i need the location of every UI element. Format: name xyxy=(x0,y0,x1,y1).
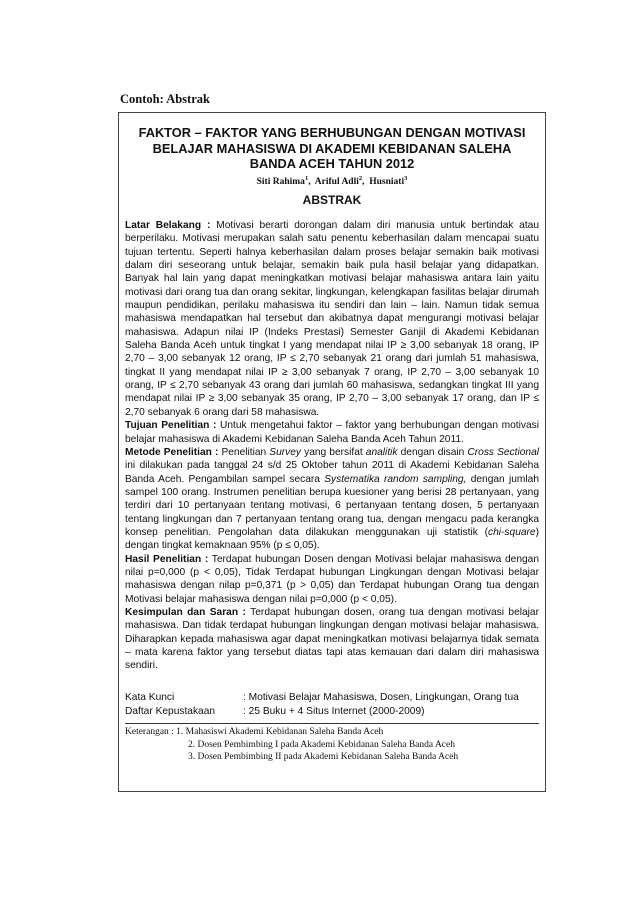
italic-term: Systematika random sampling, xyxy=(324,473,467,485)
italic-term: analitik xyxy=(365,446,398,458)
footnote-item: 3. Dosen Pembimbing II pada Akademi Kebidanan Saleha Banda Aceh xyxy=(188,752,459,762)
background-section xyxy=(125,219,539,419)
author-index: 1 xyxy=(304,175,309,182)
footnote-item: 1. Mahasiswi Akademi Kebidanan Saleha Banda Aceh xyxy=(176,727,384,737)
title-line: FAKTOR – FAKTOR YANG BERHUBUNGAN DENGAN MOTIVASI xyxy=(138,125,526,140)
divider xyxy=(125,723,539,724)
footnotes xyxy=(125,726,458,764)
section-text: Terdapat hubungan Dosen dengan Motivasi belajar mahasiswa dengan nilai p=0,000 (p < 0,05), Tidak Terdapat hubungan Lingkungan dengan Motivasi belajar mahasiswa dengan nilap p=0,371 (p > 0,05) dan Terdapat hubungan Orang tua dengan Motivasi belajar mahasiswa dengan nilai p=0,000 (p < 0,05). xyxy=(125,553,539,605)
section-label: Tujuan Penelitian : xyxy=(125,420,217,432)
author-name: Siti Rahima xyxy=(256,177,305,188)
author-name: Husniati xyxy=(369,177,405,188)
page-heading: Contoh: Abstrak xyxy=(120,92,210,106)
section-text: Terdapat hubungan dosen, orang tua dengan motivasi belajar mahasiswa. Dan tidak terdapat hubungan lingkungan dengan motivasi belajar mahasiswa. Diharapkan kepada mahasiswa agar dapat meningkatkan motivasi belajarnya tidak semata – mata karena faktor yang tersebut diatas tapi atas kemauan dari dalam diri mahasiswa sendiri. xyxy=(125,606,539,672)
italic-term: Cross Sectional xyxy=(467,446,540,458)
section-text: ) dengan tingkat kemaknaan 95% (p ≤ 0,05). xyxy=(125,526,539,552)
abstract-title: ABSTRAK xyxy=(302,193,362,207)
section-text: Penelitian xyxy=(218,446,270,458)
method-section xyxy=(125,446,539,553)
keywords-label: Kata Kunci xyxy=(125,692,175,703)
section-text: yang bersifat xyxy=(301,446,366,458)
title-line: BANDA ACEH TAHUN 2012 xyxy=(249,156,415,171)
author-name: Ariful Adli xyxy=(314,177,359,188)
footnote-row xyxy=(125,726,458,739)
references-label: Daftar Kepustakaan xyxy=(125,706,216,717)
footnote-label: Keterangan : xyxy=(125,727,177,737)
abstract-box xyxy=(118,112,546,792)
section-label: Kesimpulan dan Saran : xyxy=(125,606,246,618)
conclusion-section xyxy=(125,606,539,673)
section-label: Metode Penelitian : xyxy=(125,446,219,458)
section-label: Latar Belakang : xyxy=(125,220,211,231)
author-separator: , xyxy=(308,177,315,188)
italic-term: Survey xyxy=(269,446,302,458)
section-text: dengan jumlah sampel 100 orang. Instrumen penelitian berupa kuesioner yang berisi 28 pertanyaan, yang terdiri dari 10 pertanyaan tentang motivasi, 6 pertanyaan tentang dosen, 5 pertanyaan tentang lingkungan dan 7 pertanyaan tentang orang tua, dengan mengacu pada kerangka konsep penelitian. Pengolahan data dilakukan menggunakan uji statistik ( xyxy=(125,473,539,538)
author-list xyxy=(119,175,545,187)
references-row xyxy=(125,705,519,719)
references-value: : 25 Buku + 4 Situs Internet (2000-2009) xyxy=(243,706,425,717)
keywords-row xyxy=(125,691,519,705)
italic-term: chi-square xyxy=(488,526,536,538)
keywords-value: : Motivasi Belajar Mahasiswa, Dosen, Lingkungan, Orang tua xyxy=(243,692,519,703)
section-text: dengan disain xyxy=(397,446,468,458)
keywords-block xyxy=(125,691,519,719)
footnote-item: 2. Dosen Pembimbing I pada Akademi Kebidanan Saleha Banda Aceh xyxy=(188,739,455,750)
author-separator: , xyxy=(362,177,370,188)
results-section xyxy=(125,553,539,606)
section-label: Hasil Penelitian : xyxy=(125,553,209,565)
paper-title xyxy=(119,125,545,172)
title-line: BELAJAR MAHASISWA DI AKADEMI KEBIDANAN SALEHA xyxy=(152,140,512,156)
section-text: Motivasi berarti dorongan dalam diri manusia untuk bertindak atau berperilaku. Motivasi merupakan salah satu penentu keberhasilan dalam mencapai suatu tujuan tertentu. Seperti halnya keberhasilan dalam proses belajar semakin baik motivasi dalam diri seseorang untuk belajar, semakin baik pula hasil belajar yang didapatkan. Banyak hal lain yang dapat meningkatkan motivasi belajar mahasiswa antara lain yaitu motivasi dari orang tua dan orang sekitar, lingkungan, kelengkapan fasilitas belajar dirumah maupun pendidikan, perilaku mahasiswa itu sendiri dan lain – lain. Namun tidak semua mahasiswa mendapatkan hal tersebut dan akibatnya dapat mengurangi motivasi belajar mahasiswa. Adapun nilai IP (Indeks Prestasi) Semester Ganjil di Akademi Kebidanan Saleha Banda Aceh untuk tingkat I yang mendapat nilai IP ≥ 3,00 sebanyak 18 orang, IP 2,70 – 3,00 sebanyak 12 orang, IP ≤ 2,70 sebanyak 21 orang dari jumlah 51 mahasiswa, tingkat II yang mendapat nilai IP ≥ 3,00 sebanyak 7 orang, IP 2,70 – 3,00 sebanyak 10 orang, IP ≤ 2,70 sebanyak 43 orang dari jumlah 60 mahasiswa, sedangkan tingkat III yang mendapat nilai IP ≥ 3,00 sebanyak 35 orang, IP 2,70 – 3,00 sebanyak 17 orang, dan IP ≤ 2,70 sebanyak 6 orang dari 58 mahasiswa. xyxy=(125,220,540,418)
author-index: 3 xyxy=(404,175,408,182)
abstract-body xyxy=(125,219,539,673)
author-index: 2 xyxy=(358,175,363,182)
section-text: ini dilakukan pada tanggal 24 s/d 25 Oktober tahun 2011 di Akademi Kebidanan Saleha Banda Aceh. Pengambilan sampel secara xyxy=(125,460,539,485)
section-text: Untuk mengetahui faktor – faktor yang berhubungan dengan motivasi belajar mahasiswa di Akademi Kebidanan Saleha Banda Aceh Tahun 2011. xyxy=(125,420,540,445)
objective-section xyxy=(125,419,539,446)
